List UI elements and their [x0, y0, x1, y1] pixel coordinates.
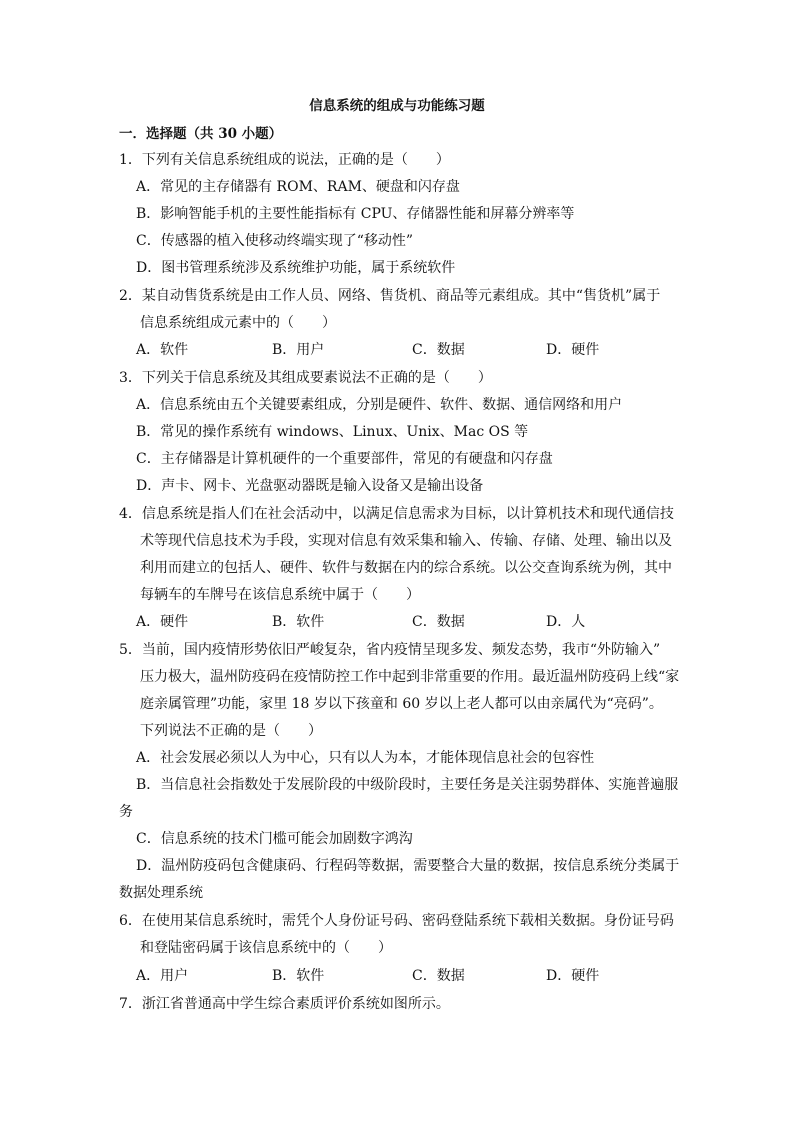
- question-4-option-b: B．软件: [272, 614, 325, 630]
- question-5-option-b: B．当信息社会指数处于发展阶段的中级阶段时，主要任务是关注弱势群体、实施普遍服: [136, 777, 679, 793]
- question-5-stem-cont-1: 压力极大，温州防疫码在疫情防控工作中起到非常重要的作用。最近温州防疫码上线“家: [140, 669, 680, 685]
- question-6-option-c: C．数据: [412, 968, 465, 984]
- question-5-stem-cont-2: 庭亲属管理”功能，家里 18 岁以下孩童和 60 岁以上老人都可以由亲属代为“亮码”。: [140, 696, 663, 712]
- question-3-stem: 3．下列关于信息系统及其组成要素说法不正确的是（ ）: [119, 370, 492, 386]
- question-3-option-a: A．信息系统由五个关键要素组成，分别是硬件、软件、数据、通信网络和用户: [136, 397, 623, 413]
- question-3-option-c: C．主存储器是计算机硬件的一个重要部件，常见的有硬盘和闪存盘: [136, 451, 553, 467]
- question-1-option-b: B．影响智能手机的主要性能指标有 CPU、存储器性能和屏幕分辨率等: [136, 206, 575, 222]
- question-1-option-d: D．图书管理系统涉及系统维护功能，属于系统软件: [136, 260, 456, 276]
- question-6-option-b: B．软件: [272, 968, 325, 984]
- question-4-stem-cont-1: 术等现代信息技术为手段，实现对信息有效采集和输入、传输、存储、处理、输出以及: [140, 533, 672, 549]
- question-3-option-b: B．常见的操作系统有 windows、Linux、Unix、Mac OS 等: [136, 424, 529, 440]
- question-6-stem-cont: 和登陆密码属于该信息系统中的（ ）: [140, 940, 392, 956]
- question-5-stem-cont-3: 下列说法不正确的是（ ）: [140, 723, 322, 739]
- question-3-option-d: D．声卡、网卡、光盘驱动器既是输入设备又是输出设备: [136, 478, 484, 494]
- question-4-stem-cont-2: 利用而建立的包括人、硬件、软件与数据在内的综合系统。以公交查询系统为例，其中: [140, 560, 672, 576]
- question-2-option-c: C．数据: [412, 342, 465, 358]
- question-5-option-a: A．社会发展必须以人为中心，只有以人为本，才能体现信息社会的包容性: [136, 750, 595, 766]
- question-4-option-a: A．硬件: [136, 614, 189, 630]
- section-heading: 一．选择题（共 30 小题）: [119, 126, 283, 142]
- question-2-option-a: A．软件: [136, 342, 189, 358]
- question-5-option-d-cont: 数据处理系统: [119, 885, 203, 901]
- question-2-stem: 2．某自动售货系统是由工作人员、网络、售货机、商品等元素组成。其中“售货机”属于: [119, 288, 661, 304]
- question-6-option-d: D．硬件: [546, 968, 600, 984]
- document-title: 信息系统的组成与功能练习题: [309, 98, 485, 114]
- question-5-option-d: D．温州防疫码包含健康码、行程码等数据，需要整合大量的数据，按信息系统分类属于: [136, 858, 680, 874]
- question-1-option-a: A．常见的主存储器有 ROM、RAM、硬盘和闪存盘: [136, 179, 460, 195]
- question-2-stem-cont: 信息系统组成元素中的（ ）: [140, 315, 336, 331]
- question-7-stem: 7．浙江省普通高中学生综合素质评价系统如图所示。: [119, 996, 450, 1012]
- question-2-option-d: D．硬件: [546, 342, 600, 358]
- question-1-stem: 1．下列有关信息系统组成的说法，正确的是（ ）: [119, 152, 450, 168]
- question-4-stem: 4．信息系统是指人们在社会活动中，以满足信息需求为目标，以计算机技术和现代通信技: [119, 506, 674, 522]
- question-6-stem: 6．在使用某信息系统时，需凭个人身份证号码、密码登陆系统下载相关数据。身份证号码: [119, 913, 674, 929]
- question-6-option-a: A．用户: [136, 968, 189, 984]
- question-5-option-b-cont: 务: [119, 804, 133, 820]
- question-5-option-c: C．信息系统的技术门槛可能会加剧数字鸿沟: [136, 831, 413, 847]
- question-1-option-c: C．传感器的植入使移动终端实现了“移动性”: [136, 233, 414, 249]
- question-4-stem-cont-3: 每辆车的车牌号在该信息系统中属于（ ）: [140, 587, 420, 603]
- question-5-stem: 5．当前，国内疫情形势依旧严峻复杂，省内疫情呈现多发、频发态势，我市“外防输入”: [119, 642, 661, 658]
- question-4-option-d: D．人: [546, 614, 586, 630]
- question-2-option-b: B．用户: [272, 342, 325, 358]
- question-4-option-c: C．数据: [412, 614, 465, 630]
